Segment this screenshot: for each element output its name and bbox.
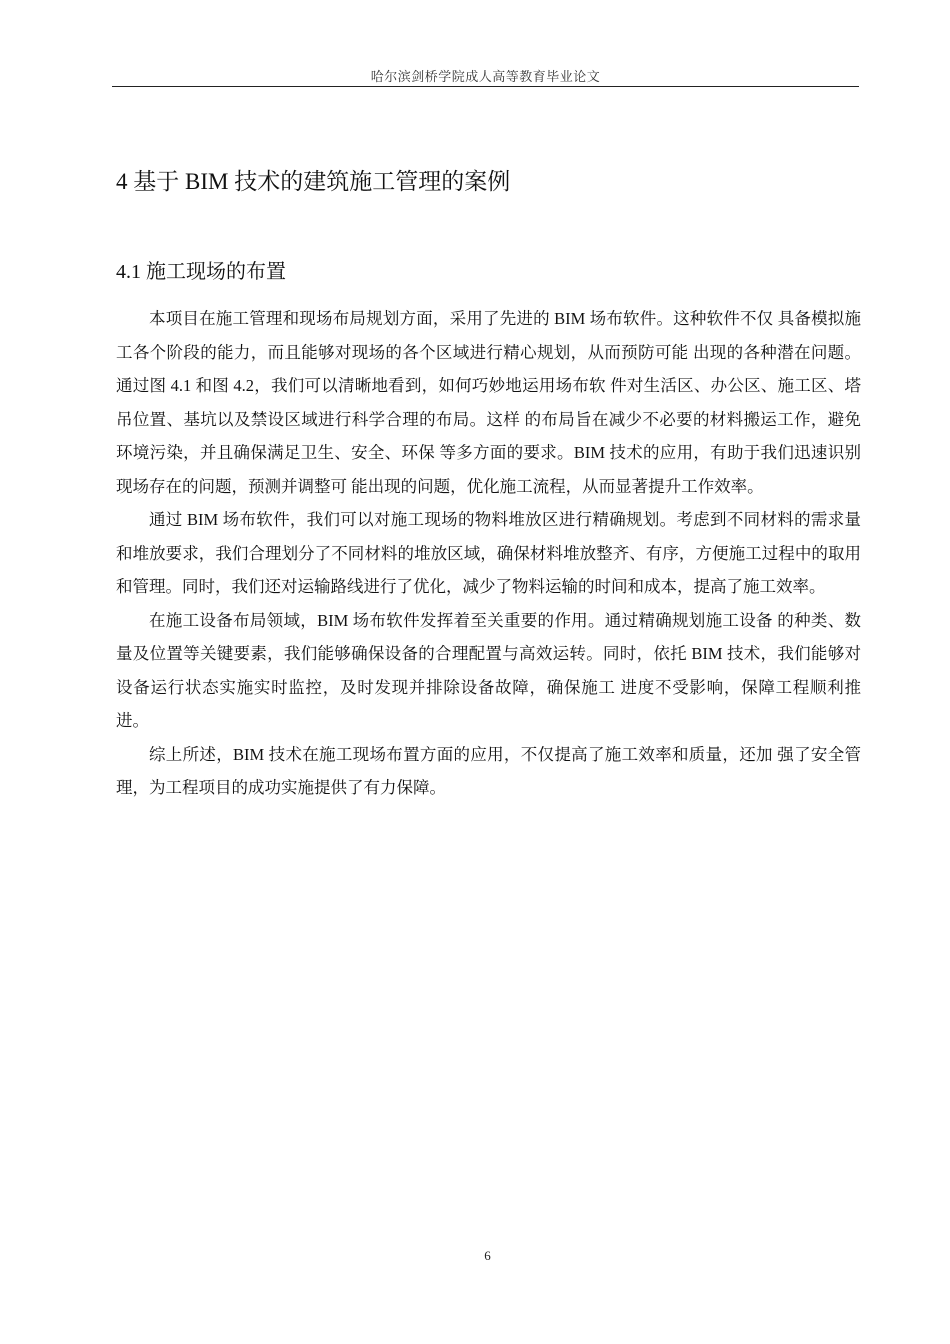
chapter-title: 4 基于 BIM 技术的建筑施工管理的案例	[116, 169, 511, 194]
paragraph-1: 本项目在施工管理和现场布局规划方面，采用了先进的 BIM 场布软件。这种软件不仅 具备模拟施工各个阶段的能力，而且能够对现场的各个区域进行精心规划，从而预防可能 出现的各种潜在问题。通过图 4.1 和图 4.2，我们可以清晰地看到，如何巧妙地运用场布软 件对生活区、办公区、施工区、塔吊位置、基坑以及禁设区域进行科学合理的布局。这样 的布局旨在减少不必要的材料搬运工作，避免环境污染，并且确保满足卫生、安全、环保 等多方面的要求。BIM 技术的应用，有助于我们迅速识别现场存在的问题，预测并调整可 能出现的问题，优化施工流程，从而显著提升工作效率。	[116, 309, 862, 496]
section-title: 4.1 施工现场的布置	[116, 261, 286, 283]
paragraph-2: 通过 BIM 场布软件，我们可以对施工现场的物料堆放区进行精确规划。考虑到不同材料的需求量和堆放要求，我们合理划分了不同材料的堆放区域，确保材料堆放整齐、有序，方便施工过程中的取用和管理。同时，我们还对运输路线进行了优化，减少了物料运输的时间和成本，提高了施工效率。	[116, 510, 861, 596]
page-number: 6	[484, 1248, 491, 1263]
paragraph-4: 综上所述，BIM 技术在施工现场布置方面的应用，不仅提高了施工效率和质量，还加 强了安全管理，为工程项目的成功实施提供了有力保障。	[116, 744, 861, 797]
header-divider	[112, 86, 859, 87]
body-text	[116, 302, 861, 805]
running-header: 哈尔滨剑桥学院成人高等教育毕业论文	[370, 69, 601, 84]
paragraph-3: 在施工设备布局领域，BIM 场布软件发挥着至关重要的作用。通过精确规划施工设备 的种类、数量及位置等关键要素，我们能够确保设备的合理配置与高效运转。同时，依托 BIM 技术，我们能够对设备运行状态实施实时监控，及时发现并排除设备故障，确保施工 进度不受影响，保障工程顺利推进。	[116, 610, 861, 730]
